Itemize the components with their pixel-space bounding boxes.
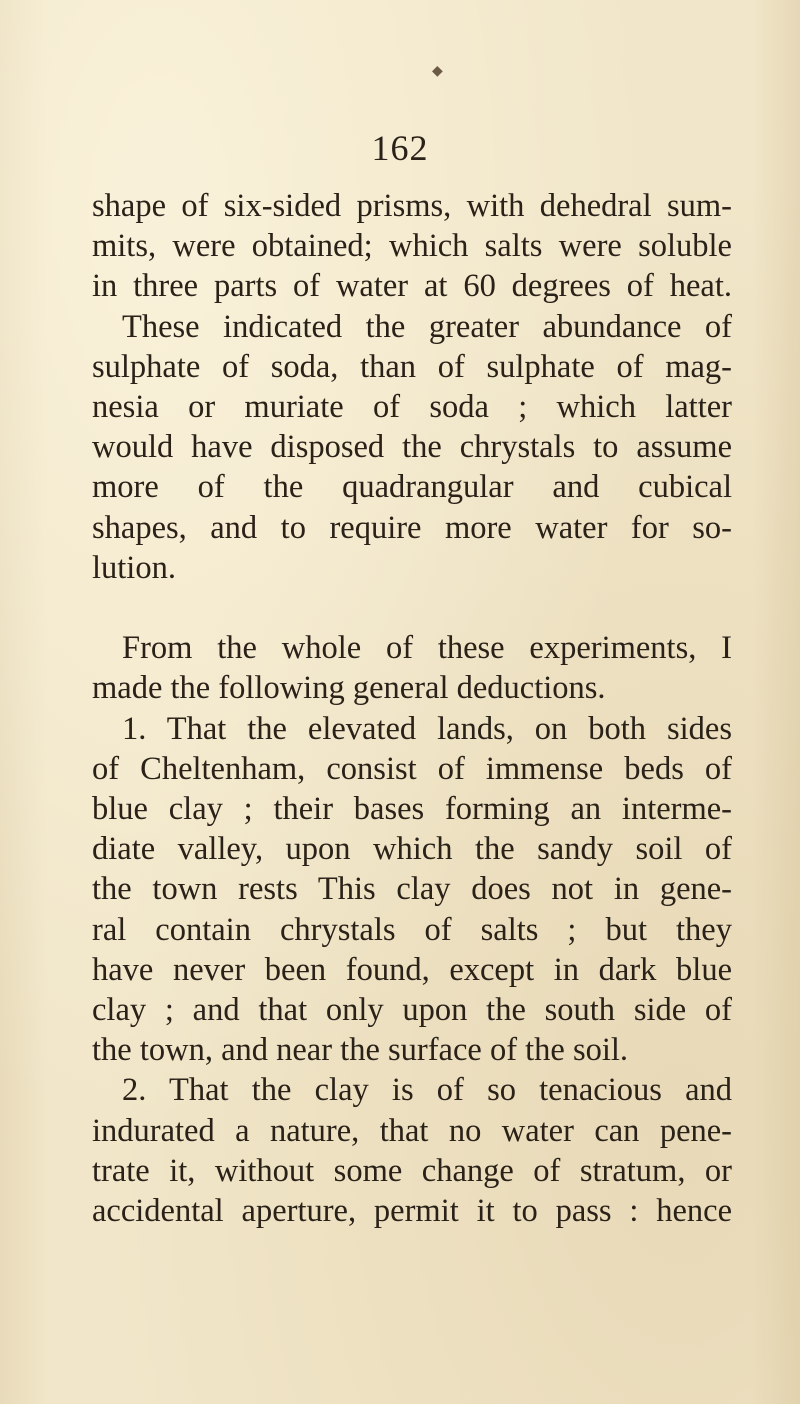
text-line: mits, were obtained; which salts were soluble	[92, 228, 732, 265]
text-line: sulphate of soda, than of sulphate of mag-	[92, 348, 732, 385]
text-line: the town rests This clay does not in gene-	[92, 871, 732, 908]
text-line: clay ; and that only upon the south side of	[92, 991, 732, 1028]
text-line: indurated a nature, that no water can pene-	[92, 1112, 732, 1149]
text-line: These indicated the greater abundance of	[122, 308, 732, 345]
text-line: 1. That the elevated lands, on both sides	[122, 710, 732, 747]
text-line: shape of six-sided prisms, with dehedral sum-	[92, 188, 732, 224]
text-line: blue clay ; their bases forming an interme-	[92, 791, 732, 828]
text-line: nesia or muriate of soda ; which latter	[92, 388, 732, 425]
body-text	[92, 186, 732, 1231]
text-line: 2. That the clay is of so tenacious and	[122, 1072, 732, 1109]
text-line: made the following general deductions.	[92, 670, 606, 707]
text-line: From the whole of these experiments, I	[122, 630, 732, 667]
printer-mark: ◆	[432, 64, 443, 79]
text-line: diate valley, upon which the sandy soil of	[92, 831, 732, 868]
text-line: accidental aperture, permit it to pass : hence	[92, 1192, 732, 1229]
text-line: of Cheltenham, consist of immense beds of	[92, 750, 732, 787]
text-line: more of the quadrangular and cubical	[92, 469, 732, 506]
page-number: 162	[371, 128, 429, 168]
text-line: the town, and near the surface of the soil.	[92, 1032, 629, 1069]
text-line: lution.	[92, 549, 176, 586]
text-line: ral contain chrystals of salts ; but they	[92, 911, 732, 948]
text-line: shapes, and to require more water for so-	[92, 509, 732, 546]
paragraph-gap	[92, 588, 732, 628]
text-line: in three parts of water at 60 degrees of heat.	[92, 268, 732, 305]
text-line: would have disposed the chrystals to assume	[92, 429, 732, 466]
text-line: have never been found, except in dark blue	[92, 951, 732, 988]
text-line: trate it, without some change of stratum, or	[92, 1152, 732, 1189]
